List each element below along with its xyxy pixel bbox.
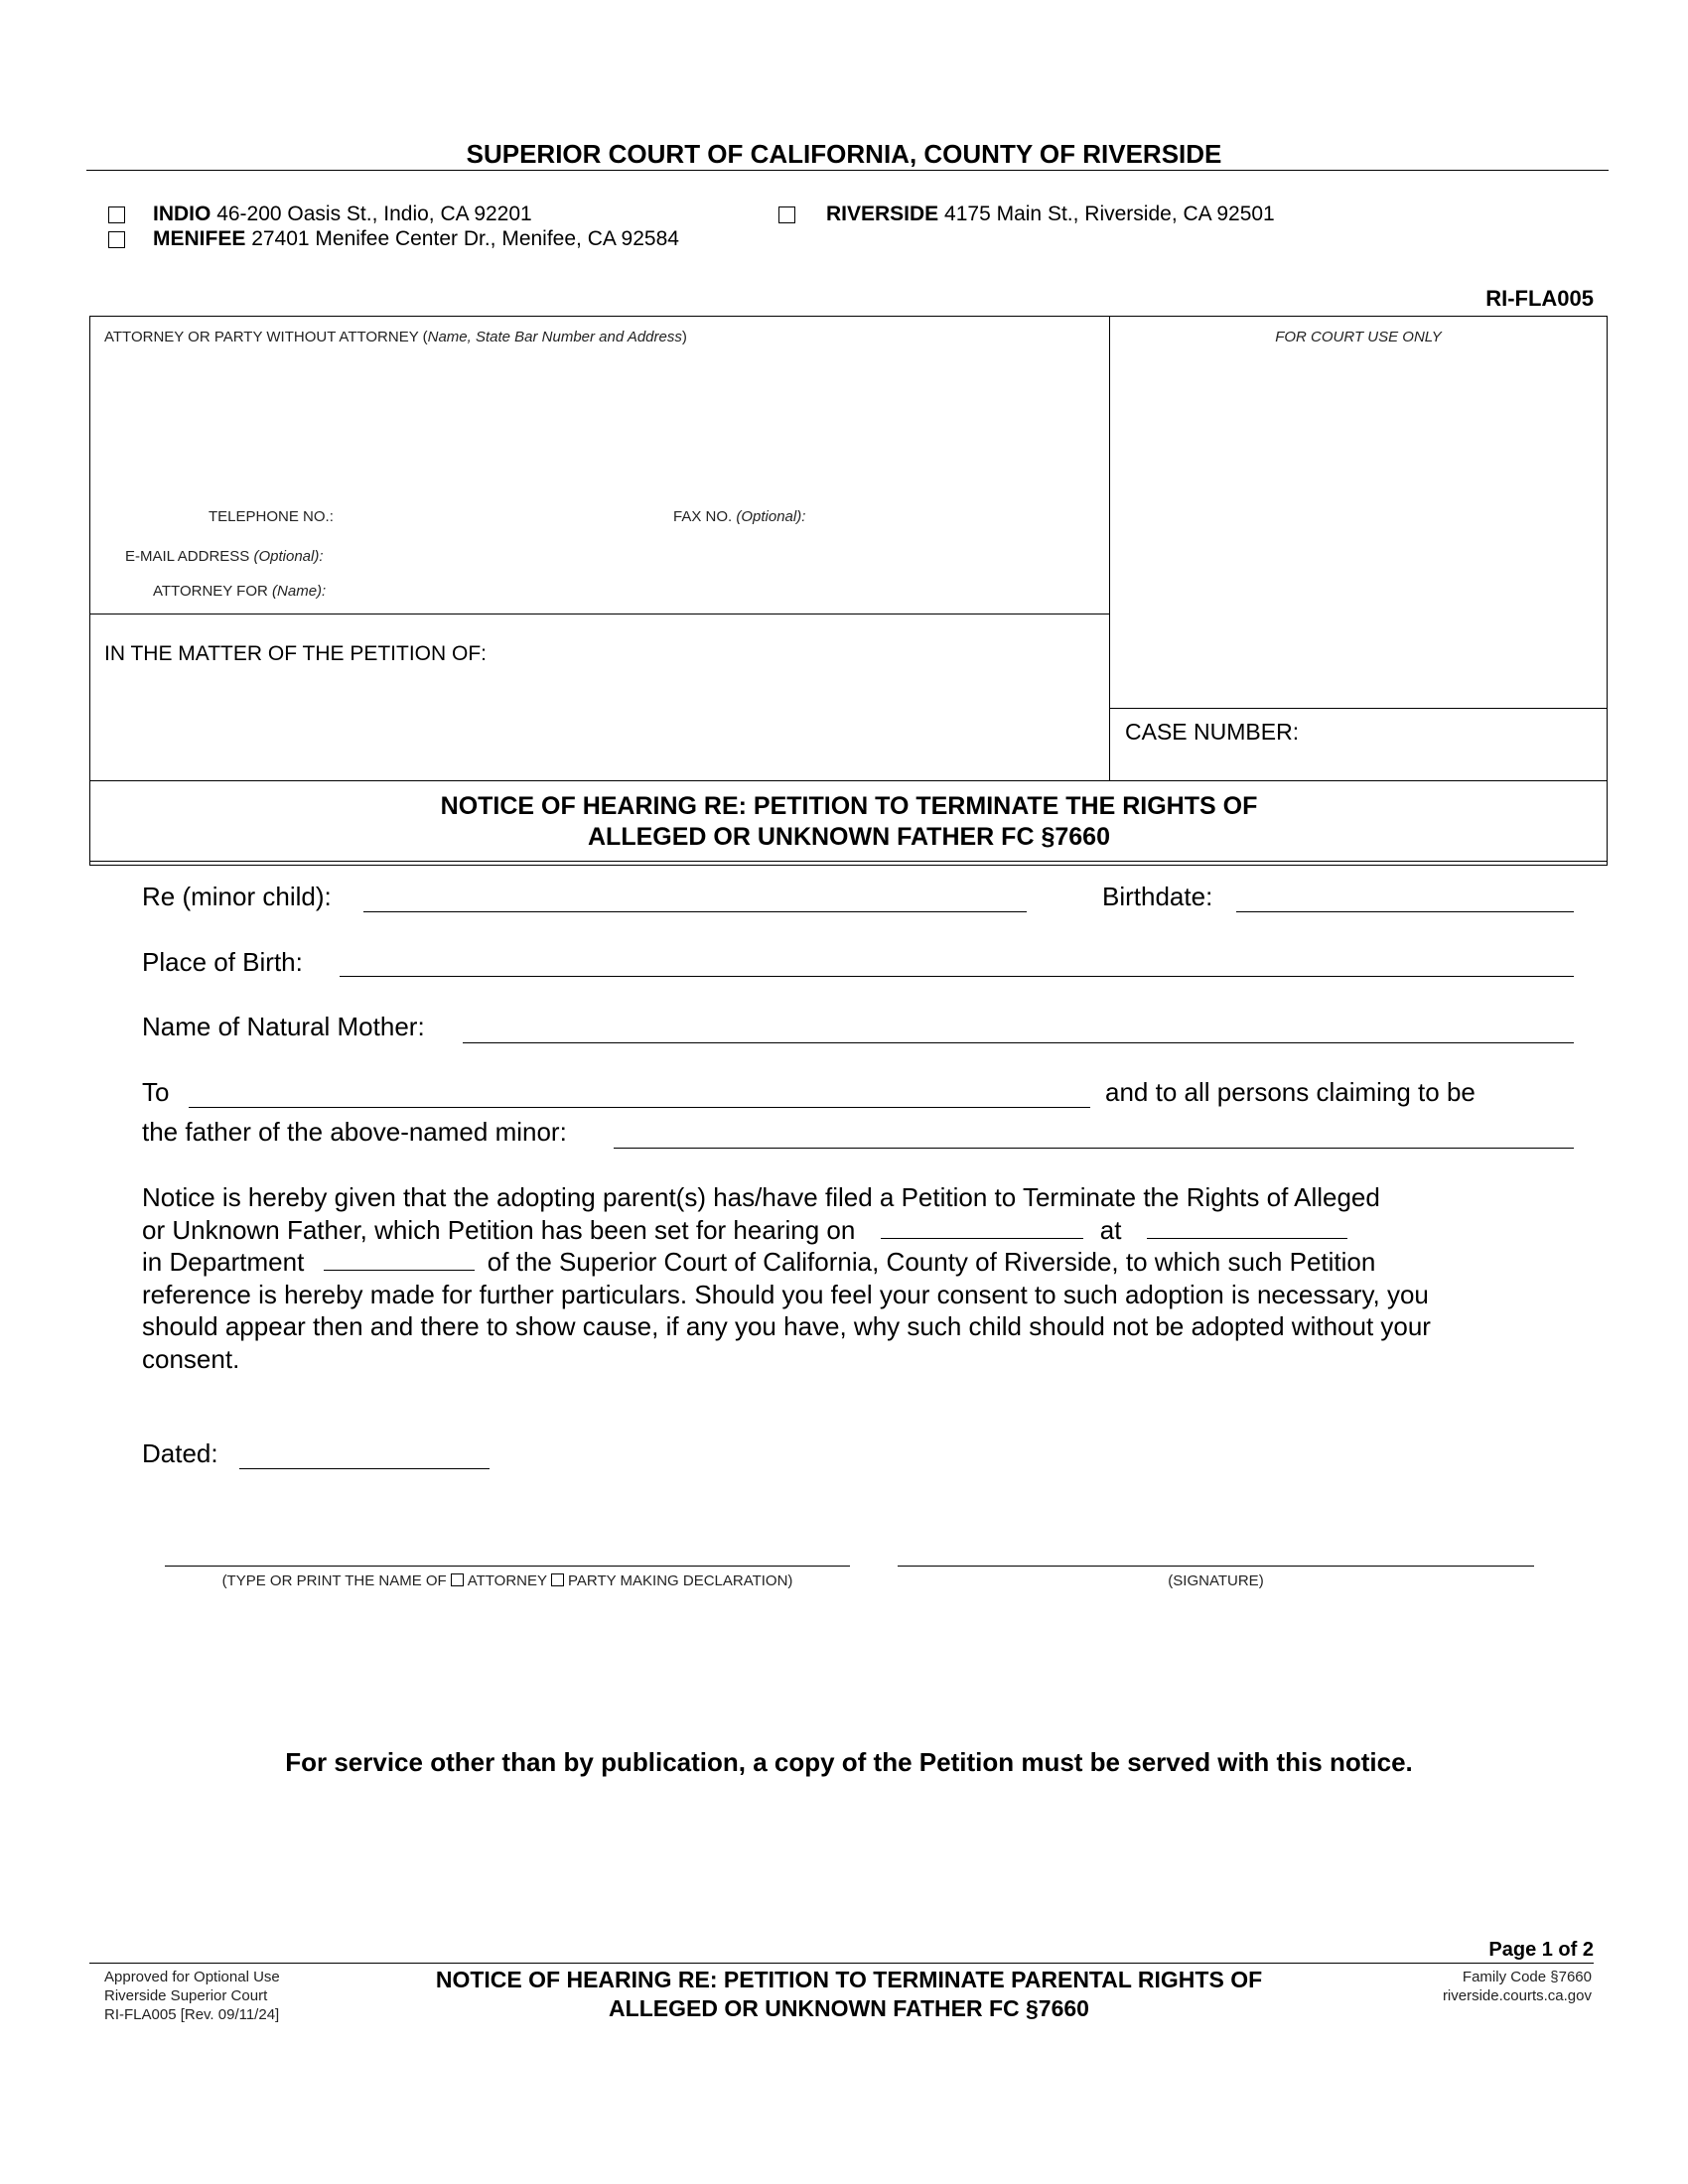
printed-name-input[interactable] [165, 1566, 850, 1567]
place-of-birth-label: Place of Birth: [142, 947, 303, 977]
footer-title-line1: NOTICE OF HEARING RE: PETITION TO TERMINATE PARENTAL RIGHTS OF [435, 1967, 1263, 1992]
place-of-birth-input[interactable] [340, 976, 1574, 977]
email-label: E-MAIL ADDRESS (Optional): [125, 548, 324, 565]
attorney-label: ATTORNEY OR PARTY WITHOUT ATTORNEY (Name, State Bar Number and Address) [104, 329, 687, 345]
indio-checkbox[interactable] [108, 206, 125, 223]
printed-name-label: (TYPE OR PRINT THE NAME OF ATTORNEY PARTY MAKING DECLARATION) [221, 1572, 793, 1589]
page-number: Page 1 of 2 [1488, 1939, 1594, 1961]
telephone-label: TELEPHONE NO.: [209, 508, 334, 525]
notice-line-3: in Department of the Superior Court of California, County of Riverside, to which such Petition [142, 1247, 1376, 1277]
menifee-checkbox[interactable] [108, 231, 125, 248]
dated-label: Dated: [142, 1438, 218, 1468]
case-number-label: CASE NUMBER: [1125, 719, 1300, 745]
signature-input[interactable] [898, 1566, 1534, 1567]
notice-line-1: Notice is hereby given that the adopting parent(s) has/have filed a Petition to Terminate the Rights of Alleged [142, 1182, 1380, 1212]
case-number-divider [1109, 708, 1608, 709]
menifee-location [153, 227, 679, 251]
notice-paragraph [142, 1181, 1602, 1375]
court-title: SUPERIOR COURT OF CALIFORNIA, COUNTY OF RIVERSIDE [466, 139, 1222, 169]
form-number: RI-FLA005 [1485, 286, 1594, 311]
caption-divider [1109, 316, 1110, 780]
father-label: the father of the above-named minor: [142, 1117, 567, 1147]
footer-rule [89, 1963, 1594, 1964]
minor-child-input[interactable] [363, 911, 1027, 912]
riverside-location [826, 203, 1275, 226]
attorney-for-label: ATTORNEY FOR (Name): [153, 583, 327, 600]
to-input[interactable] [189, 1107, 1090, 1108]
dated-input[interactable] [239, 1468, 490, 1469]
birthdate-input[interactable] [1236, 911, 1574, 912]
hearing-time-input[interactable] [1147, 1216, 1347, 1239]
notice-line-4: reference is hereby made for further particulars. Should you feel your consent to such adoption is necessary, you [142, 1279, 1429, 1309]
notice-line-6: consent. [142, 1343, 240, 1374]
minor-child-label: Re (minor child): [142, 882, 332, 911]
birthdate-label: Birthdate: [1102, 882, 1213, 911]
indio-location [153, 203, 532, 226]
menifee-address: 27401 Menifee Center Dr., Menifee, CA 92584 [251, 227, 679, 250]
riverside-checkbox[interactable] [778, 206, 795, 223]
form-title-line2: ALLEGED OR UNKNOWN FATHER FC §7660 [588, 823, 1110, 851]
indio-name: INDIO [153, 203, 211, 225]
notice-line-2: or Unknown Father, which Petition has been set for hearing on at [142, 1214, 1602, 1247]
party-checkbox[interactable] [551, 1573, 564, 1586]
service-note: For service other than by publication, a copy of the Petition must be served with this notice. [285, 1747, 1413, 1777]
court-use-label: FOR COURT USE ONLY [1275, 329, 1442, 345]
menifee-name: MENIFEE [153, 227, 246, 250]
footer-left: Approved for Optional Use Riverside Superior Court RI-FLA005 [Rev. 09/11/24] [104, 1969, 280, 2023]
hearing-date-input[interactable] [881, 1216, 1083, 1239]
attorney-checkbox[interactable] [451, 1573, 464, 1586]
footer-right: Family Code §7660 riverside.courts.ca.gov [1442, 1969, 1592, 2004]
natural-mother-input[interactable] [463, 1042, 1574, 1043]
riverside-name: RIVERSIDE [826, 203, 939, 225]
to-label: To [142, 1077, 170, 1107]
footer-title-line2: ALLEGED OR UNKNOWN FATHER FC §7660 [609, 1995, 1089, 2021]
fax-label: FAX NO. (Optional): [673, 508, 806, 525]
indio-address: 46-200 Oasis St., Indio, CA 92201 [216, 203, 532, 225]
form-title-line1: NOTICE OF HEARING RE: PETITION TO TERMINATE THE RIGHTS OF [440, 792, 1258, 820]
header-rule [86, 170, 1609, 171]
notice-line-5: should appear then and there to show cause, if any you have, why such child should not be adopted without your [142, 1311, 1431, 1341]
father-input[interactable] [614, 1148, 1574, 1149]
natural-mother-label: Name of Natural Mother: [142, 1012, 425, 1041]
riverside-address: 4175 Main St., Riverside, CA 92501 [944, 203, 1275, 225]
department-input[interactable] [324, 1248, 475, 1271]
to-suffix: and to all persons claiming to be [1105, 1077, 1476, 1107]
signature-label: (SIGNATURE) [1168, 1572, 1264, 1589]
matter-label: IN THE MATTER OF THE PETITION OF: [104, 642, 488, 665]
